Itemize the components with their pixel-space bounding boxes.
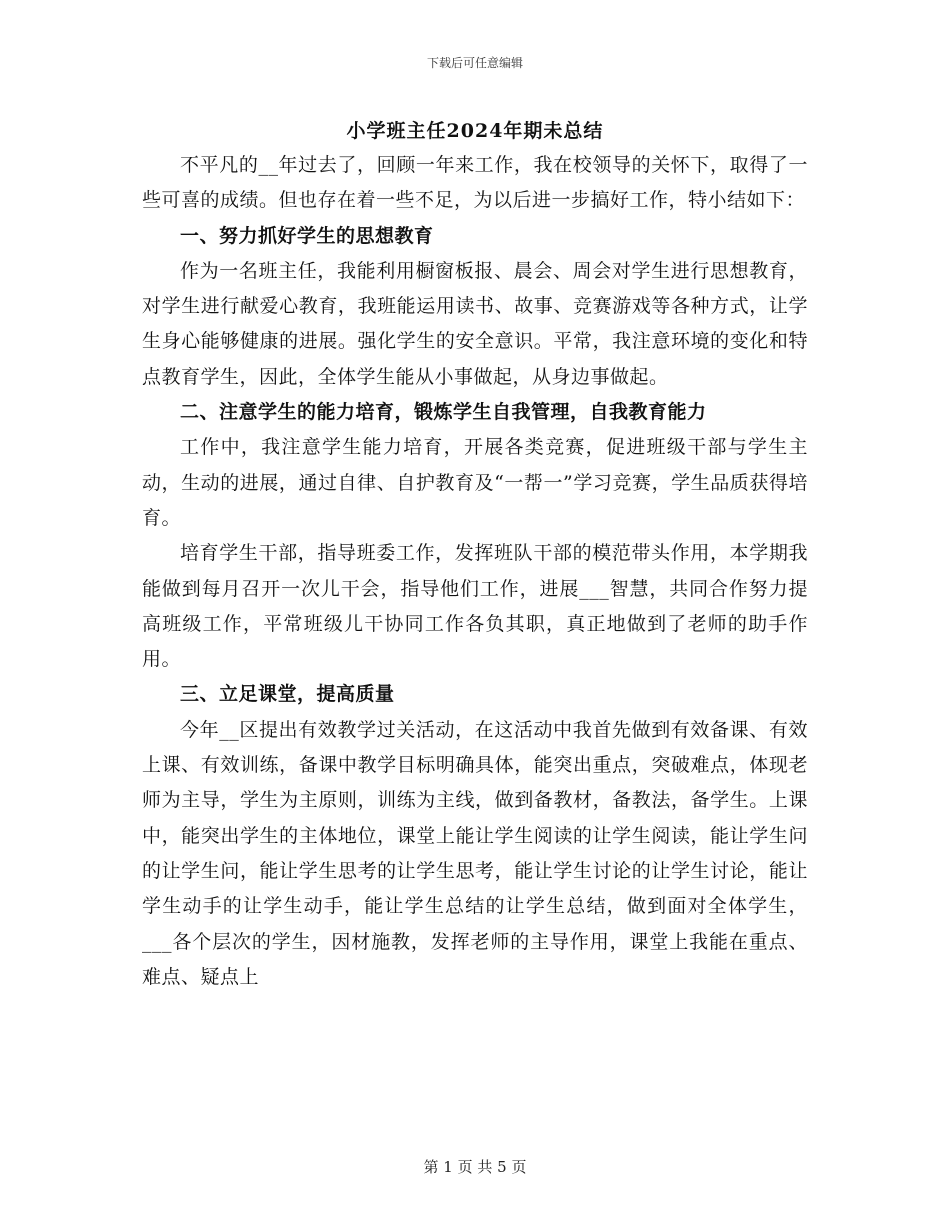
document-title: 小学班主任2024年期未总结 [346, 120, 604, 142]
section-heading-1: 一、努力抓好学生的思想教育 [180, 224, 434, 247]
paragraph-section-2a: 工作中，我注意学生能力培育，开展各类竞赛，促进班级干部与学生主动，生动的进展，通过自律、自护教育及“一帮一”学习竞赛，学生品质获得培育。 [142, 436, 808, 529]
paragraph-section-1: 作为一名班主任，我能利用橱窗板报、晨会、周会对学生进行思想教育，对学生进行献爱心教育，我班能运用读书、故事、竞赛游戏等各种方式，让学生身心能够健康的进展。强化学生的安全意识。平常，我注意环境的变化和特点教育学生，因此，全体学生能从小事做起，从身边事做起。 [142, 259, 808, 388]
document-body [142, 148, 808, 995]
section-heading-3: 三、立足课堂，提高质量 [180, 683, 395, 706]
section-heading-2: 二、注意学生的能力培育，锻炼学生自我管理，自我教育能力 [180, 401, 707, 424]
paragraph-intro: 不平凡的__年过去了，回顾一年来工作，我在校领导的关怀下，取得了一些可喜的成绩。但也存在着一些不足，为以后进一步搞好工作，特小结如下： [142, 154, 808, 212]
page-footer: 第 1 页 共 5 页 [423, 1158, 527, 1176]
paragraph-section-3: 今年__区提出有效教学过关活动，在这活动中我首先做到有效备课、有效上课、有效训练，备课中教学目标明确具体，能突出重点，突破难点，体现老师为主导，学生为主原则，训练为主线，做到备教材，备教法，备学生。上课中，能突出学生的主体地位，课堂上能让学生阅读的让学生阅读，能让学生问的让学生问，能让学生思考的让学生思考，能让学生讨论的让学生讨论，能让学生动手的让学生动手，能让学生总结的让学生总结，做到面对全体学生，___各个层次的学生，因材施教，发挥老师的主导作用，课堂上我能在重点、难点、疑点上 [142, 718, 808, 988]
paragraph-section-2b: 培育学生干部，指导班委工作，发挥班队干部的模范带头作用，本学期我能做到每月召开一次儿干会，指导他们工作，进展___智慧，共同合作努力提高班级工作，平常班级儿干协同工作各负其职，真正地做到了老师的助手作用。 [142, 542, 808, 671]
header-note: 下载后可任意编辑 [426, 56, 523, 70]
